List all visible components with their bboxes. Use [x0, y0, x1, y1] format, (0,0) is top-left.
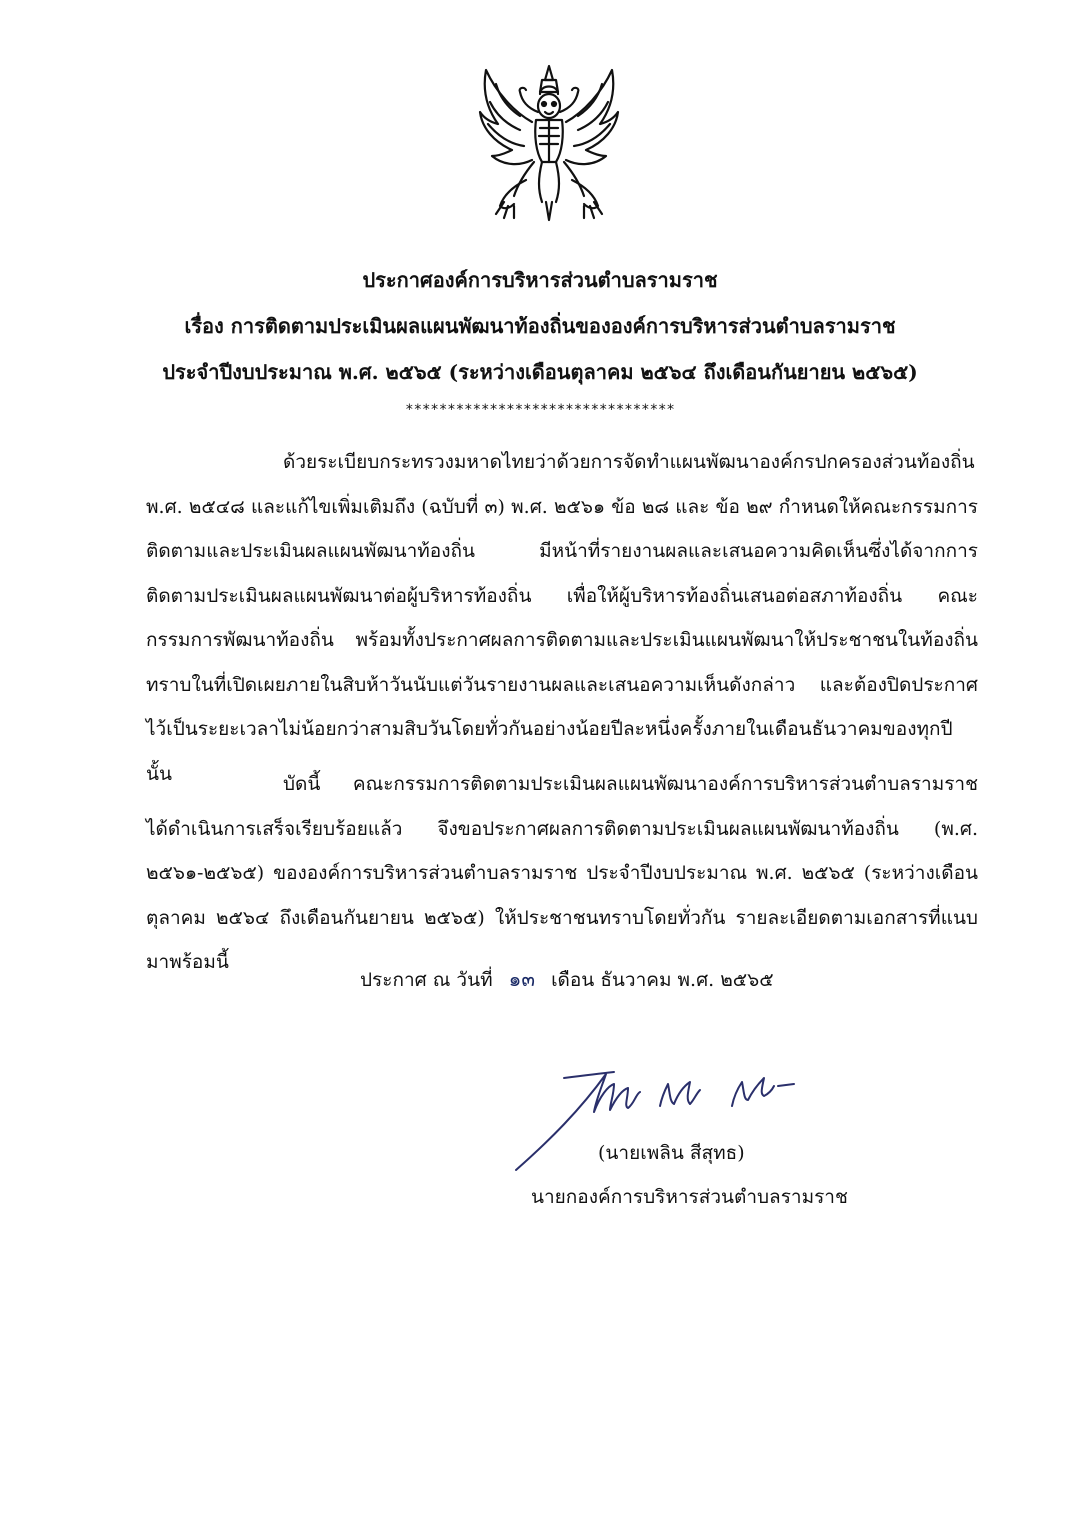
signer-position: นายกองค์การบริหารส่วนตำบลรามราช: [531, 1186, 848, 1208]
announcement-date: [360, 966, 774, 993]
document-title: ประกาศองค์การบริหารส่วนตำบลรามราช: [362, 268, 718, 292]
signer-name: (นายเพลิน สีสุทธ): [598, 1142, 745, 1164]
garuda-emblem-icon: [474, 62, 624, 222]
title-separator: ********************************: [405, 402, 675, 418]
document-fiscal-year: ประจำปีงบประมาณ พ.ศ. ๒๕๖๕ (ระหว่างเดือนตุลาคม ๒๕๖๔ ถึงเดือนกันยายน ๒๕๖๕): [162, 360, 918, 384]
body-paragraph-2: บัดนี้ คณะกรรมการติดตามประเมินผลแผนพัฒนาองค์การบริหารส่วนตำบลรามราช ได้ดำเนินการเสร็จเรียบร้อยแล้ว จึงขอประกาศผลการติดตามประเมินผลแผนพัฒนาท้องถิ่น (พ.ศ. ๒๕๖๑-๒๕๖๕) ขององค์การบริหารส่วนตำบลรามราช ประจำปีงบประมาณ พ.ศ. ๒๕๖๕ (ระหว่างเดือนตุลาคม ๒๕๖๔ ถึงเดือนกันยายน ๒๕๖๕) ให้ประชาชนทราบโดยทั่วกัน รายละเอียดตามเอกสารที่แนบมาพร้อมนี้: [146, 773, 978, 973]
document-subject: เรื่อง การติดตามประเมินผลแผนพัฒนาท้องถิ่นขององค์การบริหารส่วนตำบลรามราช: [184, 314, 896, 338]
announcement-day-handwritten: ๑๓: [508, 967, 536, 991]
announcement-date-suffix: เดือน ธันวาคม พ.ศ. ๒๕๖๕: [551, 969, 774, 991]
announcement-date-prefix: ประกาศ ณ วันที่: [360, 969, 493, 991]
body-paragraph-1: ด้วยระเบียบกระทรวงมหาดไทยว่าด้วยการจัดทำแผนพัฒนาองค์กรปกครองส่วนท้องถิ่น พ.ศ. ๒๕๔๘ และแก้ไขเพิ่มเติมถึง (ฉบับที่ ๓) พ.ศ. ๒๕๖๑ ข้อ ๒๘ และ ข้อ ๒๙ กำหนดให้คณะกรรมการติดตามและประเมินผลแผนพัฒนาท้องถิ่น มีหน้าที่รายงานผลและเสนอความคิดเห็นซึ่งได้จากการติดตามประเมินผลแผนพัฒนาต่อผู้บริหารท้องถิ่น เพื่อให้ผู้บริหารท้องถิ่นเสนอต่อสภาท้องถิ่น คณะกรรมการพัฒนาท้องถิ่น พร้อมทั้งประกาศผลการติดตามและประเมินแผนพัฒนาให้ประชาชนในท้องถิ่นทราบในที่เปิดเผยภายในสิบห้าวันนับแต่วันรายงานผลและเสนอความเห็นดังกล่าว และต้องปิดประกาศไว้เป็นระยะเวลาไม่น้อยกว่าสามสิบวันโดยทั่วกันอย่างน้อยปีละหนึ่งครั้งภายในเดือนธันวาคมของทุกปี นั้น: [146, 451, 978, 785]
